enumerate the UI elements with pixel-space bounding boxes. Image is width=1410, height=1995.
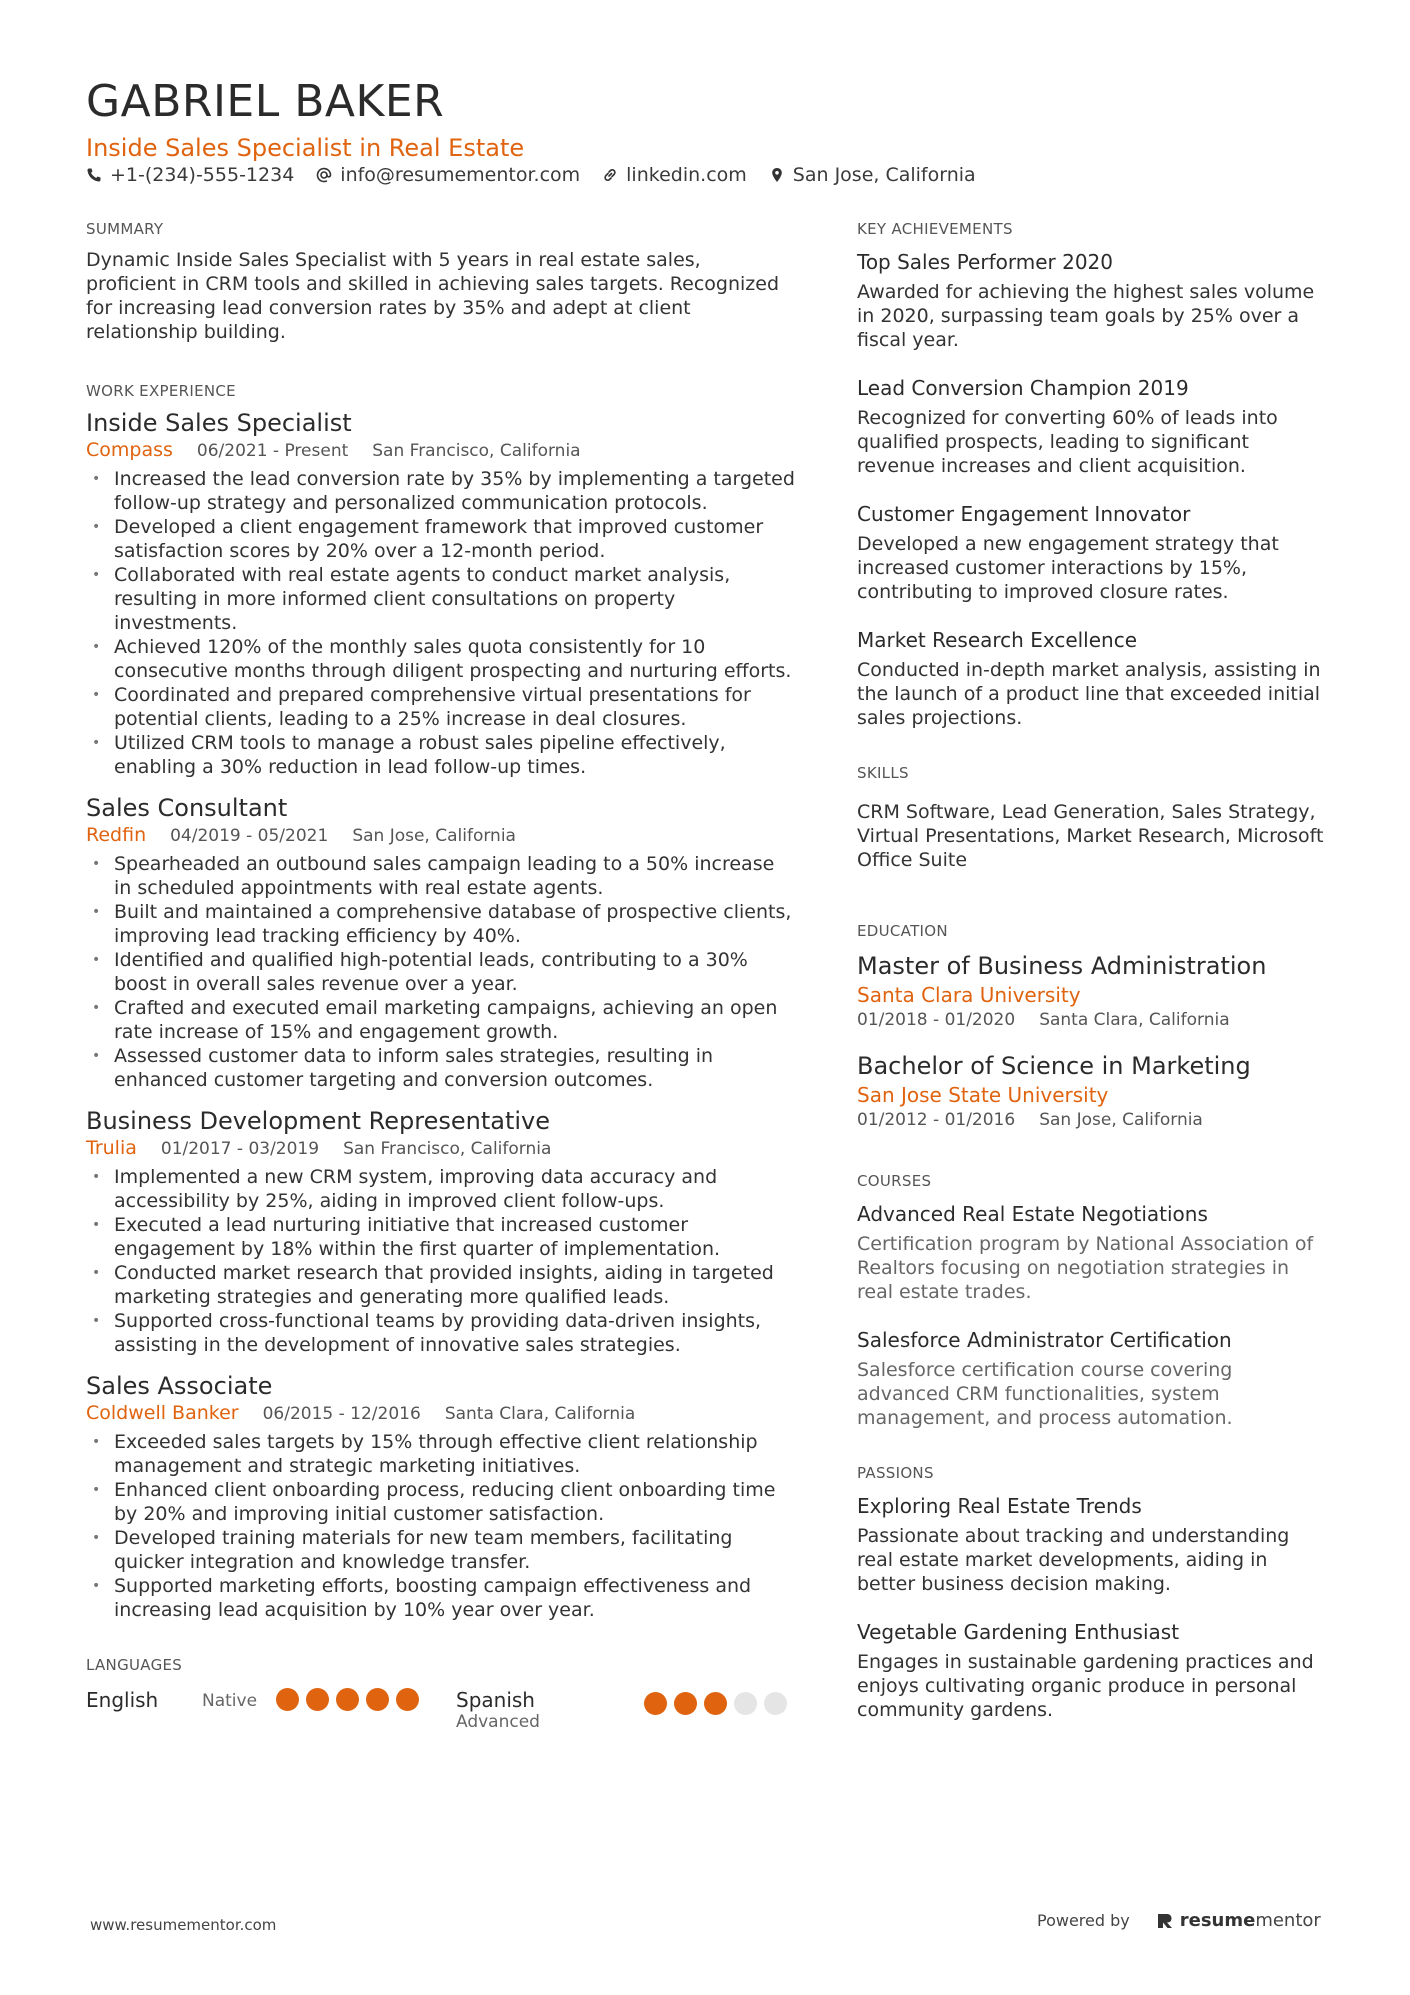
- summary-section: [86, 220, 796, 344]
- education-dates: 01/2012 - 01/2016: [857, 1110, 1016, 1130]
- brand-bold: resume: [1179, 1910, 1256, 1931]
- rating-dot-filled: [336, 1688, 359, 1711]
- job-title: Sales Consultant: [86, 794, 288, 822]
- job-meta: [86, 823, 796, 848]
- bullet: • Supported cross-functional teams by providing data-driven insights, assisting in the development of innovative sales strategies.: [86, 1309, 796, 1357]
- candidate-name: GABRIEL BAKER: [86, 76, 445, 127]
- bullet: • Coordinated and prepared comprehensive virtual presentations for potential clients, leading to a 25% increase in deal closures.: [86, 683, 796, 731]
- bullet: • Exceeded sales targets by 15% through effective client relationship management and strategic marketing initiatives.: [86, 1430, 796, 1478]
- education-dates: 01/2018 - 01/2020: [857, 1010, 1016, 1030]
- left-column: [86, 220, 796, 1732]
- bullet: • Built and maintained a comprehensive database of prospective clients, improving lead tracking efficiency by 40%.: [86, 900, 796, 948]
- achievement-item: [857, 374, 1327, 478]
- footer-powered: [1037, 1910, 1321, 1931]
- powered-by-text: Powered by: [1037, 1911, 1130, 1930]
- job-bullets: [86, 467, 796, 779]
- course-desc: Certification program by National Association of Realtors focusing on negotiation strategies in real estate trades.: [857, 1233, 1314, 1303]
- phone-text: +1-(234)-555-1234: [110, 164, 295, 186]
- language-level: Advanced: [456, 1712, 540, 1732]
- degree: Bachelor of Science in Marketing: [857, 1052, 1251, 1080]
- job-dates: 04/2019 - 05/2021: [170, 826, 329, 846]
- bullet: • Developed training materials for new team members, facilitating quicker integration and knowledge transfer.: [86, 1526, 796, 1574]
- languages-row: [86, 1688, 796, 1732]
- bullet: • Conducted market research that provided insights, aiding in targeted marketing strategies and generating more qualified leads.: [86, 1261, 796, 1309]
- passions-section: [857, 1464, 1327, 1722]
- footer-website[interactable]: www.resumementor.com: [90, 1916, 277, 1934]
- achievements-section: [857, 220, 1327, 730]
- skills-section: [857, 764, 1327, 872]
- job-dates: 06/2015 - 12/2016: [262, 1404, 421, 1424]
- education-item: [857, 1050, 1327, 1132]
- job-location: Santa Clara, California: [444, 1404, 636, 1424]
- achievement-item: [857, 500, 1327, 604]
- job-meta: [86, 1136, 796, 1161]
- job-meta: [86, 438, 796, 463]
- rating-dot-filled: [644, 1692, 667, 1715]
- achievement-desc: Awarded for achieving the highest sales volume in 2020, surpassing team goals by 25% over a fiscal year.: [857, 281, 1315, 351]
- passion-item: [857, 1618, 1327, 1722]
- bullet: • Implemented a new CRM system, improving data accuracy and accessibility by 25%, aiding in improved client follow-ups.: [86, 1165, 796, 1213]
- education-location: San Jose, California: [1039, 1110, 1203, 1130]
- contact-phone: [86, 164, 294, 186]
- brand-logo[interactable]: [1156, 1910, 1321, 1931]
- rating-dot-filled: [704, 1692, 727, 1715]
- job-title: Inside Sales Specialist: [86, 409, 352, 437]
- section-label: KEY ACHIEVEMENTS: [857, 220, 1013, 238]
- course-item: [857, 1200, 1327, 1304]
- course-title: Salesforce Administrator Certification: [857, 1328, 1232, 1352]
- achievement-title: Customer Engagement Innovator: [857, 502, 1191, 526]
- skills-text: CRM Software, Lead Generation, Sales Strategy, Virtual Presentations, Market Research, Microsoft Office Suite: [857, 801, 1324, 871]
- language-level: Native: [202, 1691, 258, 1711]
- language-name: Spanish: [456, 1688, 535, 1712]
- achievement-item: [857, 626, 1327, 730]
- company: Compass: [86, 439, 173, 461]
- rating-dots: [276, 1688, 419, 1711]
- achievement-desc: Conducted in-depth market analysis, assisting in the launch of a product line that exceeded initial sales projections.: [857, 659, 1321, 729]
- course-item: [857, 1326, 1327, 1430]
- job-bullets: [86, 852, 796, 1092]
- at-icon: [316, 167, 332, 183]
- link-icon: [602, 167, 618, 183]
- location-pin-icon: [769, 167, 785, 183]
- contact-email[interactable]: [316, 164, 580, 186]
- resumementor-logo-icon: [1156, 1912, 1174, 1930]
- bullet: • Utilized CRM tools to manage a robust sales pipeline effectively, enabling a 30% reduction in lead follow-up times.: [86, 731, 796, 779]
- job-dates: 06/2021 - Present: [196, 441, 349, 461]
- bullet: • Collaborated with real estate agents to conduct market analysis, resulting in more informed client consultations on property investments.: [86, 563, 796, 635]
- rating-dot-filled: [674, 1692, 697, 1715]
- bullet: • Spearheaded an outbound sales campaign leading to a 50% increase in scheduled appointments with real estate agents.: [86, 852, 796, 900]
- job-entry: [86, 1106, 796, 1357]
- achievement-title: Lead Conversion Champion 2019: [857, 376, 1189, 400]
- language-item: [456, 1688, 796, 1732]
- job-location: San Jose, California: [352, 826, 516, 846]
- course-title: Advanced Real Estate Negotiations: [857, 1202, 1208, 1226]
- education-location: Santa Clara, California: [1039, 1010, 1230, 1030]
- rating-dot-filled: [306, 1688, 329, 1711]
- bullet: • Supported marketing efforts, boosting campaign effectiveness and increasing lead acquisition by 10% year over year.: [86, 1574, 796, 1622]
- education-section: [857, 922, 1327, 1132]
- brand-rest: mentor: [1255, 1910, 1321, 1931]
- bullet: • Enhanced client onboarding process, reducing client onboarding time by 20% and improving initial customer satisfaction.: [86, 1478, 796, 1526]
- company: Trulia: [86, 1137, 137, 1159]
- location-text: San Jose, California: [792, 164, 976, 186]
- job-title: Sales Associate: [86, 1372, 273, 1400]
- job-meta: [86, 1401, 796, 1426]
- email-text[interactable]: info@resumementor.com: [340, 164, 581, 186]
- achievement-title: Market Research Excellence: [857, 628, 1138, 652]
- job-bullets: [86, 1430, 796, 1622]
- school: Santa Clara University: [857, 983, 1081, 1007]
- bullet: • Developed a client engagement framework that improved customer satisfaction scores by 20% over a 12-month period.: [86, 515, 796, 563]
- courses-section: [857, 1172, 1327, 1430]
- language-item: [86, 1688, 456, 1712]
- bullet: • Increased the lead conversion rate by 35% by implementing a targeted follow-up strategy and personalized communication protocols.: [86, 467, 796, 515]
- bullet: • Achieved 120% of the monthly sales quota consistently for 10 consecutive months through diligent prospecting and nurturing efforts.: [86, 635, 796, 683]
- passion-item: [857, 1492, 1327, 1596]
- passion-title: Vegetable Gardening Enthusiast: [857, 1620, 1180, 1644]
- phone-icon: [86, 167, 102, 183]
- passion-desc: Passionate about tracking and understanding real estate market developments, aiding in better business decision making.: [857, 1525, 1290, 1595]
- experience-section: [86, 382, 796, 1622]
- contact-linkedin[interactable]: [602, 164, 747, 186]
- rating-dot-empty: [764, 1692, 787, 1715]
- contact-location: [769, 164, 976, 186]
- contact-bar: [86, 164, 976, 186]
- section-label: PASSIONS: [857, 1464, 934, 1482]
- job-title: Business Development Representative: [86, 1107, 551, 1135]
- education-meta: [857, 1008, 1327, 1032]
- section-label: SKILLS: [857, 764, 909, 782]
- section-label: SUMMARY: [86, 220, 164, 238]
- rating-dot-filled: [366, 1688, 389, 1711]
- rating-dots: [644, 1692, 787, 1715]
- course-desc: Salesforce certification course covering advanced CRM functionalities, system management, and process automation.: [857, 1359, 1233, 1429]
- achievement-desc: Recognized for converting 60% of leads into qualified prospects, leading to significant revenue increases and client acquisition.: [857, 407, 1278, 477]
- job-entry: [86, 793, 796, 1092]
- achievement-item: [857, 248, 1327, 352]
- education-item: [857, 950, 1327, 1032]
- right-column: [857, 220, 1327, 1744]
- candidate-title: Inside Sales Specialist in Real Estate: [86, 134, 525, 162]
- job-entry: [86, 1371, 796, 1622]
- section-label: WORK EXPERIENCE: [86, 382, 236, 400]
- rating-dot-empty: [734, 1692, 757, 1715]
- achievement-title: Top Sales Performer 2020: [857, 250, 1113, 274]
- company: Redfin: [86, 824, 147, 846]
- language-name: English: [86, 1688, 159, 1712]
- summary-text: Dynamic Inside Sales Specialist with 5 years in real estate sales, proficient in CRM tools and skilled in achieving sales targets. Recognized for increasing lead conversion rates by 35% and adept at client relationship building.: [86, 249, 780, 343]
- job-dates: 01/2017 - 03/2019: [160, 1139, 320, 1159]
- job-bullets: [86, 1165, 796, 1357]
- degree: Master of Business Administration: [857, 952, 1267, 980]
- bullet: • Crafted and executed email marketing campaigns, achieving an open rate increase of 15% and engagement growth.: [86, 996, 796, 1044]
- rating-dot-filled: [276, 1688, 299, 1711]
- section-label: LANGUAGES: [86, 1656, 183, 1674]
- passion-title: Exploring Real Estate Trends: [857, 1494, 1142, 1518]
- company: Coldwell Banker: [86, 1402, 239, 1424]
- bullet: • Identified and qualified high-potential leads, contributing to a 30% boost in overall sales revenue over a year.: [86, 948, 796, 996]
- passion-desc: Engages in sustainable gardening practices and enjoys cultivating organic produce in personal community gardens.: [857, 1651, 1314, 1721]
- school: San Jose State University: [857, 1083, 1109, 1107]
- linkedin-text[interactable]: linkedin.com: [626, 164, 747, 186]
- bullet: • Executed a lead nurturing initiative that increased customer engagement by 18% within the first quarter of implementation.: [86, 1213, 796, 1261]
- job-entry: [86, 408, 796, 779]
- section-label: EDUCATION: [857, 922, 948, 940]
- education-meta: [857, 1108, 1327, 1132]
- job-location: San Francisco, California: [372, 441, 581, 461]
- bullet: • Assessed customer data to inform sales strategies, resulting in enhanced customer targeting and conversion outcomes.: [86, 1044, 796, 1092]
- languages-section: [86, 1656, 796, 1732]
- achievement-desc: Developed a new engagement strategy that increased customer interactions by 15%, contributing to improved closure rates.: [857, 533, 1279, 603]
- job-location: San Francisco, California: [343, 1139, 552, 1159]
- section-label: COURSES: [857, 1172, 932, 1190]
- rating-dot-filled: [396, 1688, 419, 1711]
